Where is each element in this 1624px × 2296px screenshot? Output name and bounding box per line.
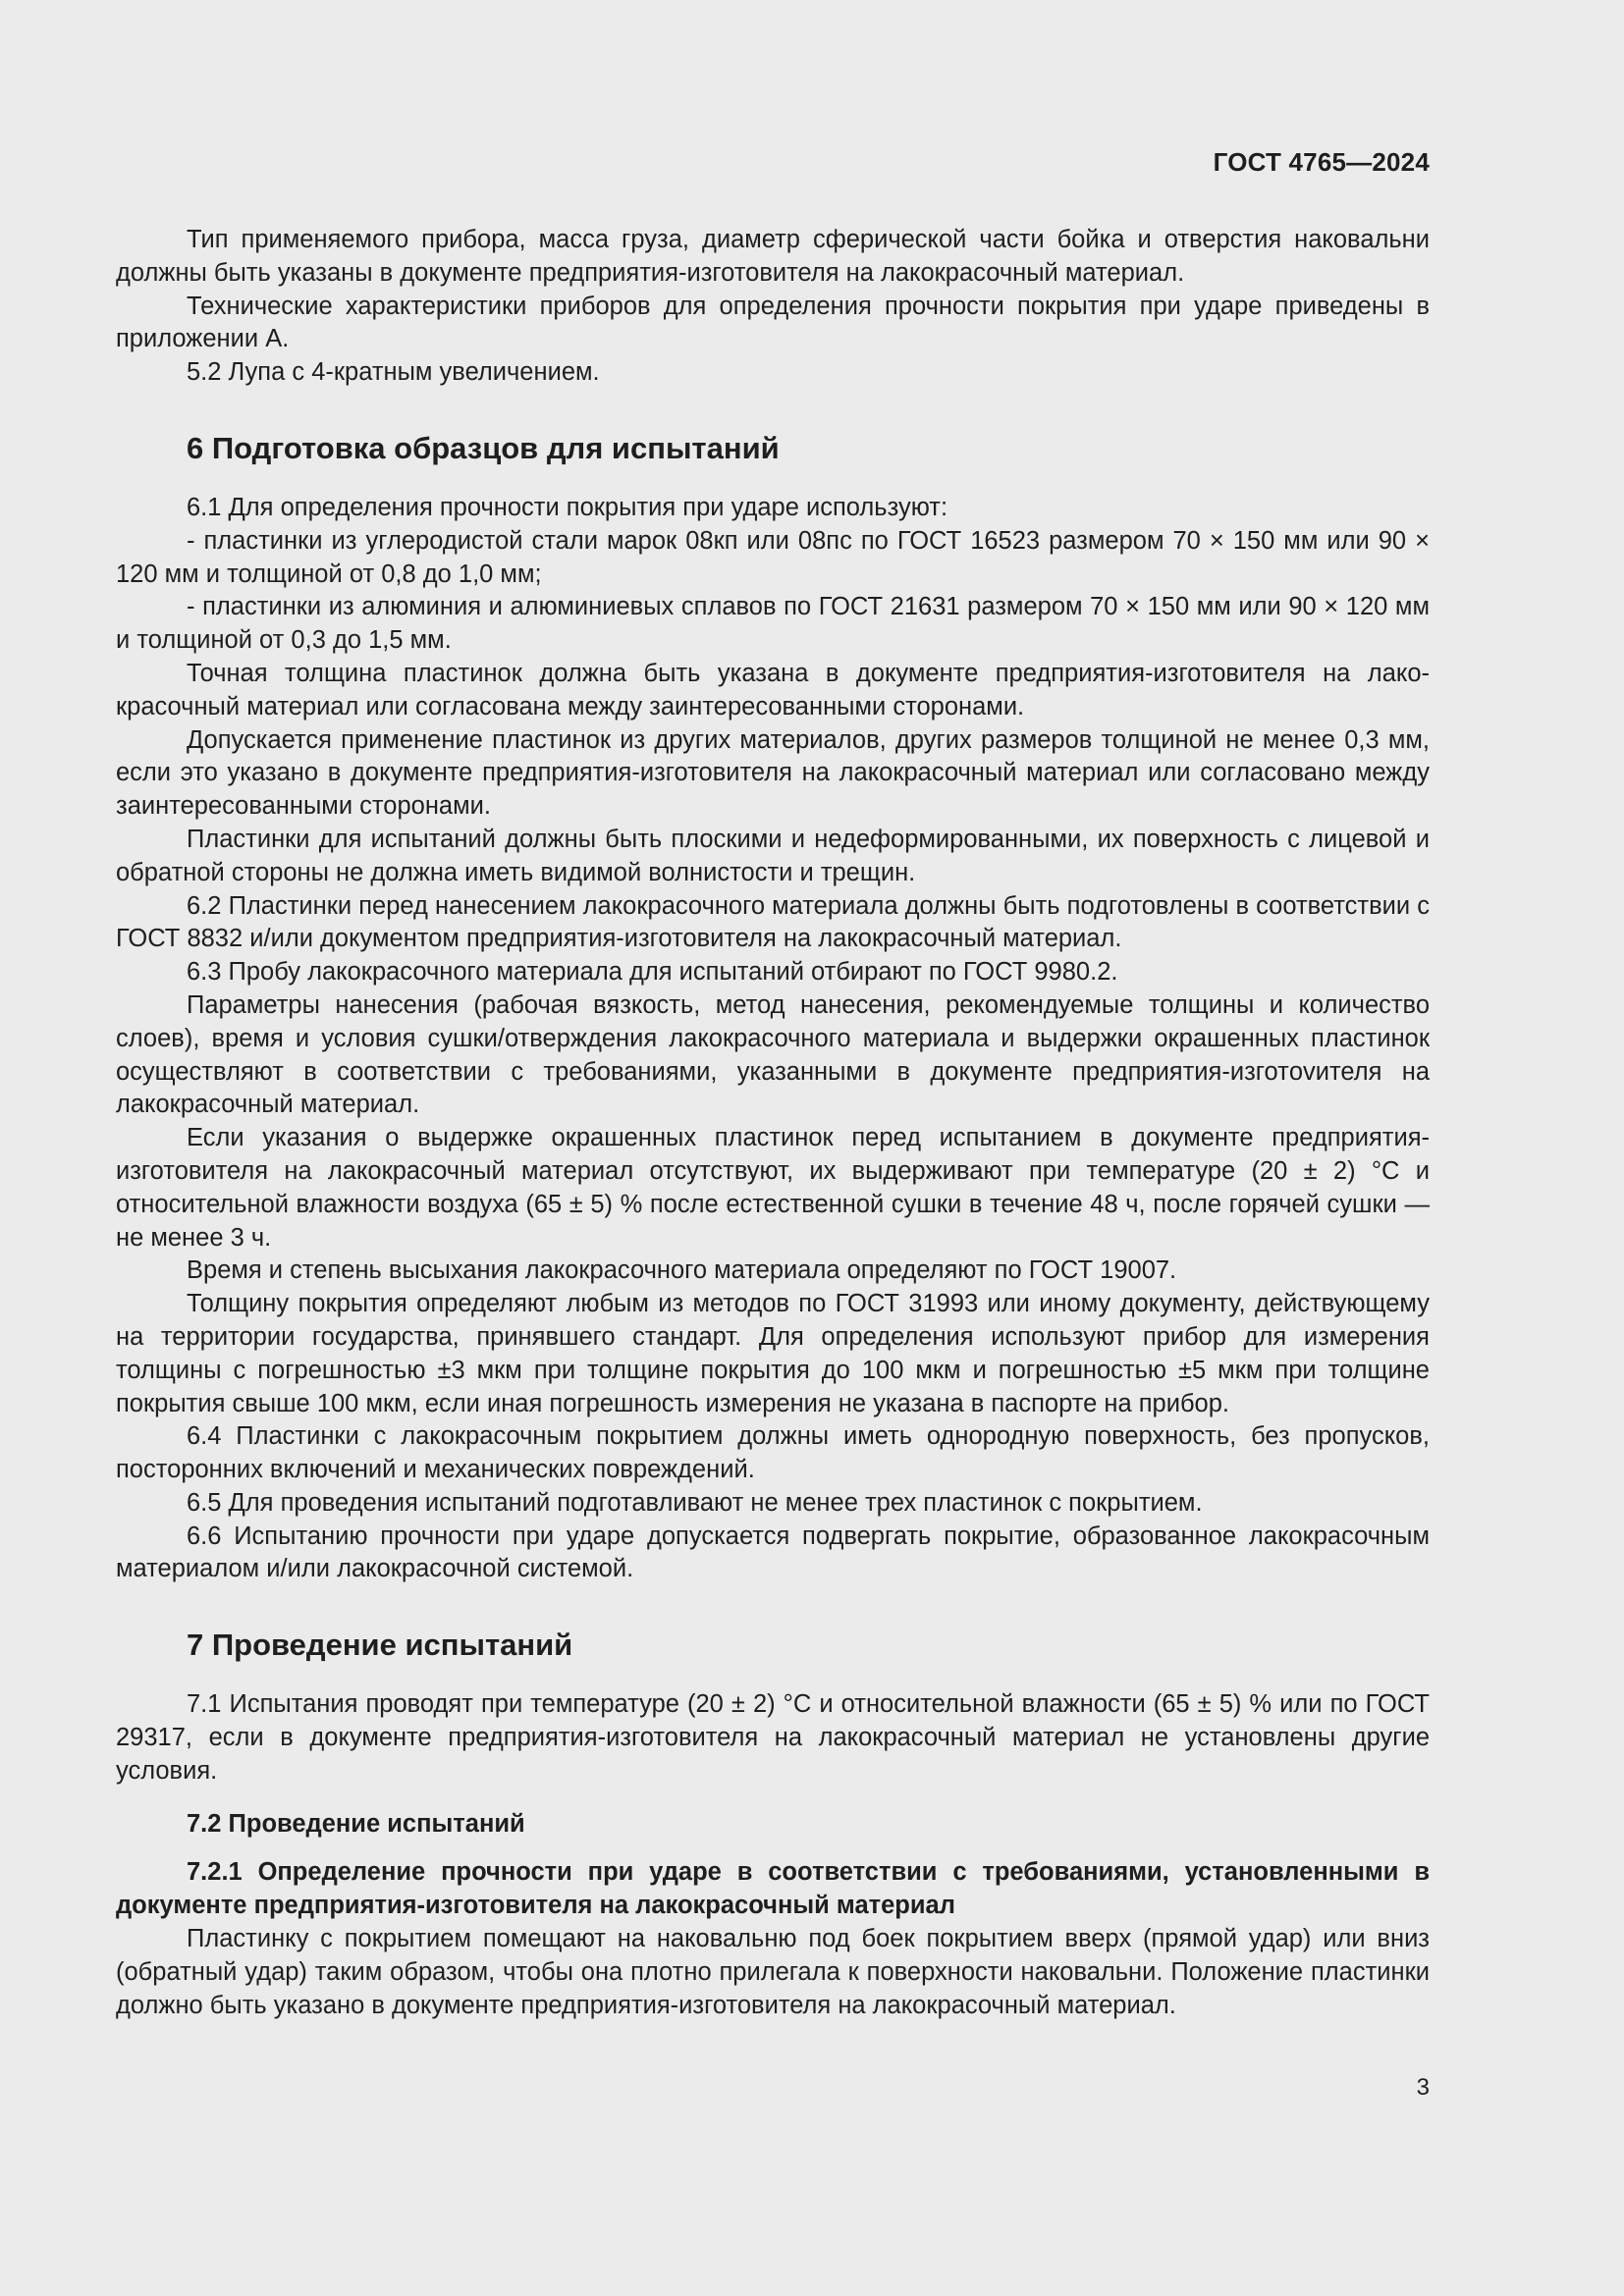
intro-paragraph-1: Тип применяемого прибора, масса груза, диаметр сферической части бойка и отверстия наковальни должны быть указаны в документе предприятия-изготовителя на лакокрасочный материал. [116, 226, 1430, 287]
list-item-aluminium-plates: - пластинки из алюминия и алюминиевых сплавов по ГОСТ 21631 размером 70 × 150 мм или 90 × 120 мм и толщиной от 0,3 до 1,5 мм. [116, 593, 1430, 655]
paragraph-application-params: Параметры нанесения (рабочая вязкость, метод нанесения, рекомендуемые толщины и количество слоев), время и условия сушки/отверждения лакокрасочного материала и выдержки окрашенных пластинок осуществляют в соответствии с требованиями, указанными в документе предприятия-изготovителя на лакокрасочный материал. [116, 990, 1430, 1119]
paragraph-plate-thickness: Точная толщина пластинок должна быть указана в документе предприятия-изготовителя на лакокрасочный материал или согласована между заинтересованными сторонами. [116, 659, 1430, 721]
paragraph-conditioning: Если указания о выдержке окрашенных пластинок перед испытанием в документе предприятия-изготовителя на лакокрасочный материал отсутствуют, их выдерживают при температуре (20 ± 2) °С и относительной влажности воздуха (65 ± 5) % после естественной сушки в течение 48 ч, после горячей сушки — не менее 3 ч. [116, 1124, 1430, 1252]
clause-6-6: 6.6 Испытанию прочности при ударе допускается подвергать покрытие, образованное лакокрасочным материалом и/или лакокрасочной системой. [116, 1522, 1430, 1583]
intro-paragraph-2: Технические характеристики приборов для определения прочности покрытия при ударе приведены в приложении А. [116, 292, 1430, 353]
subsection-7-2-1-heading: 7.2.1 Определение прочности при ударе в соответствии с требованиями, установленными в документе предприятия-изготовителя на лакокрасочный материал [116, 1858, 1430, 1920]
clause-6-4: 6.4 Пластинки с лакокрасочным покрытием должны иметь однородную поверхность, без пропусков, посторонних включений и механических повреждений. [116, 1422, 1430, 1484]
paragraph-plate-flatness: Пластинки для испытаний должны быть плоскими и недеформированными, их поверхность с лицевой и обратной стороны не должна иметь видимой волнистости и трещин. [116, 825, 1430, 886]
paragraph-plate-placement: Пластинку с покрытием помещают на наковальню под боек покрытием вверх (прямой удар) или вниз (обратный удар) таким образом, чтобы она плотно прилегала к поверхности наковальни. Положение пластинки должно быть указано в документе предприятия-изготовителя на лакокрасочный материал. [116, 1925, 1430, 2019]
paragraph-coating-thickness: Толщину покрытия определяют любым из методов по ГОСТ 31993 или иному документу, действующему на территории государства, принявшего стандарт. Для определения используют прибор для измерения толщины с погрешностью ±3 мкм при толщине покрытия до 100 мкм и погрешностью ±5 мкм при толщине покрытия свыше 100 мкм, если иная погрешность измерения не указана в паспорте на прибор. [116, 1290, 1430, 1417]
clause-6-1: 6.1 Для определения прочности покрытия при ударе используют: [187, 493, 948, 521]
clause-6-5: 6.5 Для проведения испытаний подготавливают не менее трех пластинок с покрытием. [187, 1488, 1203, 1517]
paragraph-other-materials: Допускается применение пластинок из других материалов, других размеров толщиной не менее 0,3 мм, если это указано в документе предприятия-изготовителя на лакокрасочный материал или согласовано между заинтересованными сторонами. [116, 725, 1430, 821]
clause-7-1: 7.1 Испытания проводят при температуре (20 ± 2) °С и относительной влажности (65 ± 5) % или по ГОСТ 29317, если в документе предприятия-изготовителя на лакокрасочный материал не установлены другие условия. [116, 1690, 1430, 1785]
clause-6-2: 6.2 Пластинки перед нанесением лакокрасочного материала должны быть подготовлены в соответствии с ГОСТ 8832 и/или документом предприятия-изготовителя на лакокрасочный материал. [116, 891, 1430, 953]
document-body [116, 224, 1430, 2022]
list-item-steel-plates: - пластинки из углеродистой стали марок 08кп или 08пс по ГОСТ 16523 размером 70 × 150 мм или 90 × 120 мм и толщиной от 0,8 до 1,0 мм; [116, 526, 1430, 588]
clause-5-2: 5.2 Лупа с 4-кратным увеличением. [187, 358, 600, 387]
paragraph-drying-degree: Время и степень высыхания лакокрасочного материала определяют по ГОСТ 19007. [187, 1256, 1177, 1285]
page-number: 3 [1416, 2074, 1430, 2101]
subsection-7-2-heading: 7.2 Проведение испытаний [187, 1809, 525, 1838]
clause-6-3: 6.3 Пробу лакокрасочного материала для испытаний отбирают по ГОСТ 9980.2. [187, 958, 1118, 987]
section-7-heading: 7 Проведение испытаний [187, 1628, 573, 1663]
section-6-heading: 6 Подготовка образцов для испытаний [187, 430, 780, 465]
document-code-header: ГОСТ 4765—2024 [1213, 147, 1430, 177]
